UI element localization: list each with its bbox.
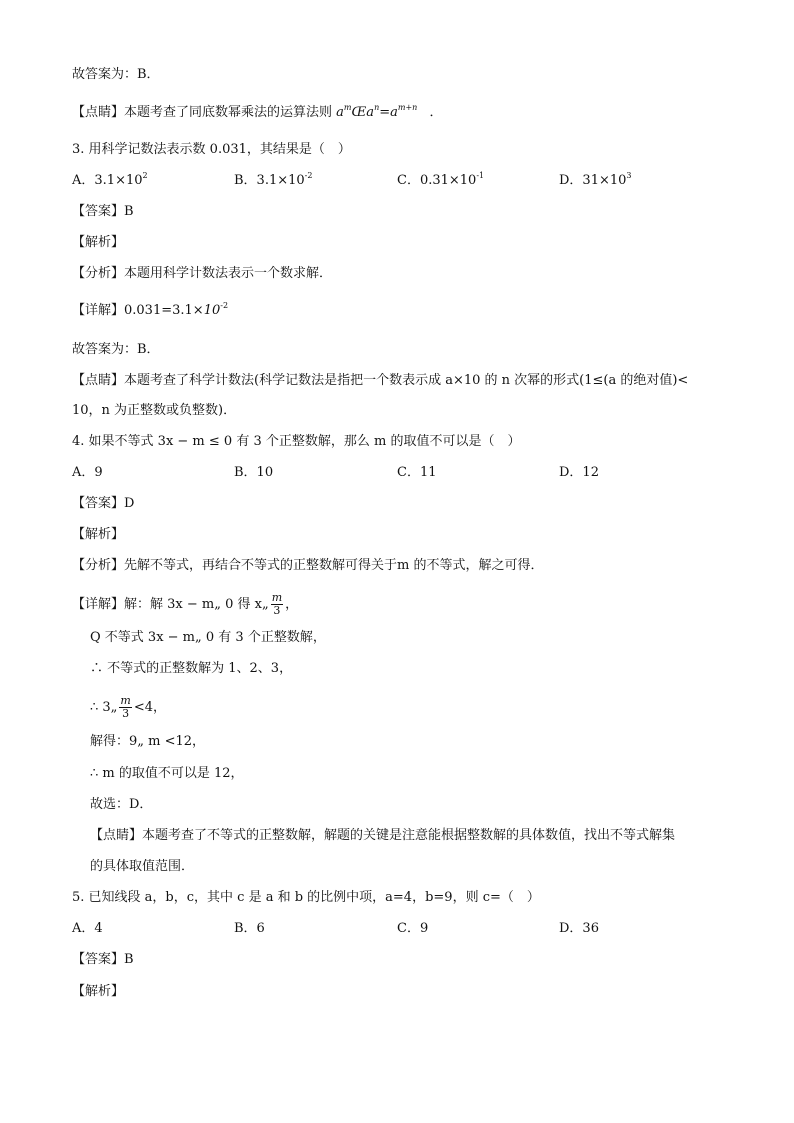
q3-dianjing-2: 10，n 为正整数或负整数)． bbox=[72, 403, 237, 418]
q5-options bbox=[72, 920, 732, 938]
q4-step-3: ∴ 3„ $\frac{m}{3}$ <4， bbox=[90, 694, 167, 720]
q4-step-1: Q 不等式 3x − m„ 0 有 3 个正整数解， bbox=[90, 630, 326, 645]
q4-options bbox=[72, 464, 732, 482]
q4-answer: 【答案】D bbox=[72, 496, 135, 511]
q4-step-4: 解得：9„ m <12， bbox=[90, 734, 206, 749]
q4-option-c: C．11 bbox=[397, 465, 437, 480]
q3-fenxi: 【分析】本题用科学计数法表示一个数求解． bbox=[72, 266, 333, 281]
dianjing-line bbox=[72, 104, 442, 122]
q4-analysis: 【解析】 bbox=[72, 527, 125, 542]
q4-step-5: ∴ m 的取值不可以是 12， bbox=[90, 766, 244, 781]
q5-option-c: C．9 bbox=[397, 921, 429, 936]
q5-option-a: A．4 bbox=[72, 921, 103, 936]
q5-option-d: D．36 bbox=[559, 921, 599, 936]
formula: $a^mŒa^n=a^{m+n}$ bbox=[336, 103, 418, 120]
q4-dianjing-1: 【点睛】本题考查了不等式的正整数解，解题的关键是注意能根据整数解的具体数值，找出不等式解集 bbox=[90, 828, 676, 843]
q4-fenxi: 【分析】先解不等式，再结合不等式的正整数解可得关于m 的不等式，解之可得． bbox=[72, 558, 544, 573]
q3-dianjing-1: 【点睛】本题考查了科学计数法(科学记数法是指把一个数表示成 a×10 的 n 次幂的形式(1≤(a 的绝对值)< bbox=[72, 373, 689, 388]
q3-conclusion: 故答案为：B． bbox=[72, 342, 160, 357]
q3-option-b: B．$3.1\times 10^{-2}$ bbox=[234, 171, 313, 188]
q4-step-2: ∴ 不等式的正整数解为 1、2、3， bbox=[90, 661, 293, 676]
q3-option-d: D．$31\times 10^3$ bbox=[559, 171, 632, 188]
q3-stem: 3. 用科学记数法表示数 0.031，其结果是（ ） bbox=[72, 142, 351, 157]
q4-stem: 4. 如果不等式 3x − m ≤ 0 有 3 个正整数解，那么 m 的取值不可以是（ ） bbox=[72, 434, 521, 449]
q4-detail: 【详解】解：解 3x − m„ 0 得 x„ $\frac{m}{3}$ ， bbox=[72, 591, 299, 617]
q3-option-a: A．$3.1\times 10^2$ bbox=[72, 171, 148, 188]
q4-step-6: 故选：D． bbox=[90, 797, 153, 812]
q4-dianjing-2: 的具体取值范围． bbox=[90, 859, 195, 874]
q4-option-d: D．12 bbox=[559, 465, 599, 480]
q4-option-b: B．10 bbox=[234, 465, 274, 480]
q3-options bbox=[72, 172, 732, 190]
q3-answer: 【答案】B bbox=[72, 204, 134, 219]
fraction: $\frac{m}{3}$ bbox=[271, 591, 283, 617]
q4-option-a: A．9 bbox=[72, 465, 103, 480]
fraction: $\frac{m}{3}$ bbox=[120, 694, 131, 720]
q3-analysis: 【解析】 bbox=[72, 235, 125, 250]
period: ． bbox=[429, 105, 443, 120]
q3-detail: 【详解】$0.031=3.1\times 10^{-2}$ bbox=[72, 301, 229, 318]
dianjing-text: 【点睛】本题考查了同底数幂乘法的运算法则 bbox=[72, 105, 333, 120]
conclusion-line: 故答案为：B． bbox=[72, 67, 160, 82]
q5-stem: 5. 已知线段 a，b，c，其中 c 是 a 和 b 的比例中项，a=4，b=9，则 c=（ ） bbox=[72, 890, 540, 905]
q3-option-c: C．$0.31\times 10^{-1}$ bbox=[397, 171, 485, 188]
q5-option-b: B．6 bbox=[234, 921, 265, 936]
q5-analysis: 【解析】 bbox=[72, 984, 125, 999]
q5-answer: 【答案】B bbox=[72, 952, 134, 967]
